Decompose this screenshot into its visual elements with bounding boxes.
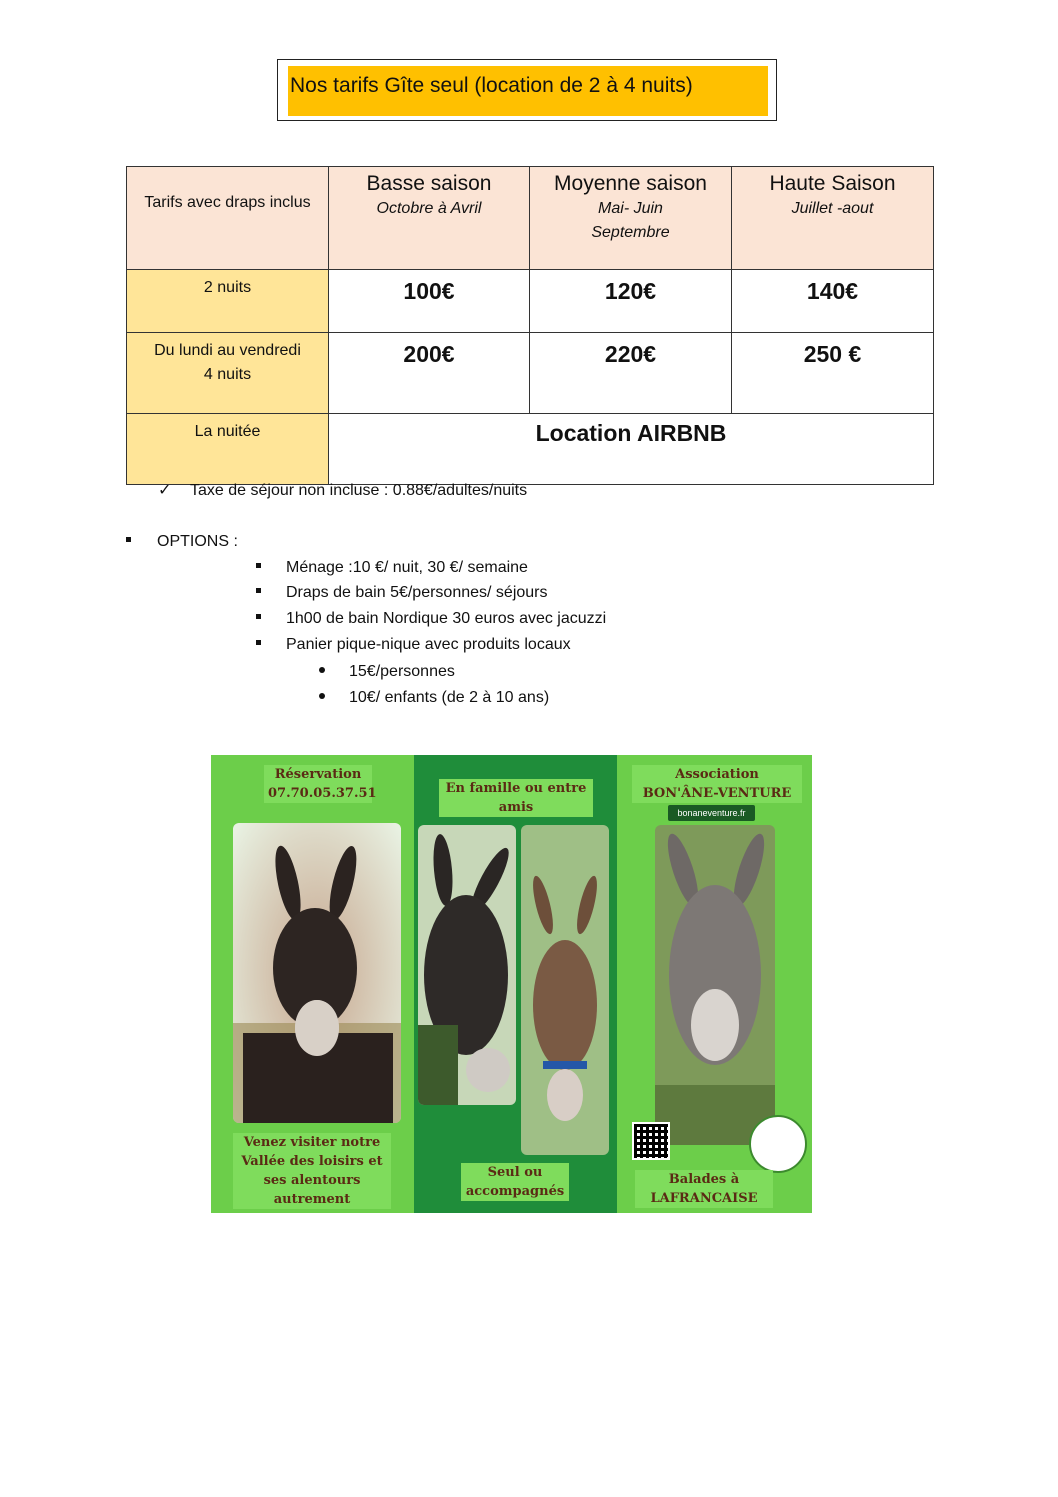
table-header-row [127,167,934,270]
balades-banner: Balades à LAFRANCAISE [635,1170,773,1208]
association-label: Association [675,767,759,782]
checkmark-icon: ✓ [158,482,172,499]
option-text: Ménage :10 €/ nuit, 30 €/ semaine [286,559,528,576]
square-bullet-icon [126,537,131,542]
tax-note-line [158,480,527,500]
list-item [256,584,548,602]
options-heading: OPTIONS : [157,533,238,550]
round-bullet-icon [319,693,325,699]
season-basse [329,167,530,270]
season-period: Octobre à Avril [376,200,482,217]
price-cell: 220€ [530,333,732,414]
season-name: Moyenne saison [554,172,707,195]
reservation-label: Réservation [274,767,362,782]
reservation-phone: 07.70.05.37.51 [268,786,377,801]
season-period: Juillet -aout [791,200,874,217]
flyer-image [211,755,812,1213]
row-label-line1: Du lundi au vendredi [154,342,301,359]
sub-option-text: 15€/personnes [349,663,455,680]
price-cell: 140€ [732,270,934,333]
tarifs-table [126,166,934,485]
price-cell: 250 € [732,333,934,414]
corner-label: Tarifs avec draps inclus [127,167,329,270]
season-name: Haute Saison [769,172,896,195]
table-row [127,333,934,414]
option-text: 1h00 de bain Nordique 30 euros avec jacuzzi [286,610,607,627]
season-period-2: Septembre [591,224,670,241]
donkey-photo-left [233,823,401,1123]
website-tag: bonaneventure.fr [668,805,755,821]
row-label: La nuitée [127,414,329,485]
square-bullet-icon [256,614,261,619]
list-item [256,559,528,577]
qr-code-icon [632,1122,670,1160]
seul-banner: Seul ou accompagnés [461,1163,569,1201]
price-cell: 120€ [530,270,732,333]
round-bullet-icon [319,667,325,673]
option-text: Panier pique-nique avec produits locaux [286,636,571,653]
reservation-banner [264,765,377,803]
association-name: BON'ÂNE-VENTURE [642,786,792,801]
title-highlight [288,66,768,116]
association-logo-icon [749,1115,807,1173]
season-haute [732,167,934,270]
options-heading-line [126,533,238,551]
row-label [127,333,329,414]
list-item [256,636,571,654]
list-item [256,610,606,628]
famille-banner: En famille ou entre amis [439,779,593,817]
option-text: Draps de bain 5€/personnes/ séjours [286,584,548,601]
venez-banner: Venez visiter notre Vallée des loisirs et ses alentours autrement [233,1133,391,1209]
association-banner [632,765,802,803]
donkey-photo-right [655,825,775,1145]
square-bullet-icon [256,563,261,568]
page-title: Nos tarifs Gîte seul (location de 2 à 4 nuits) [290,74,693,97]
tax-note: Taxe de séjour non incluse : 0.88€/adultes/nuits [190,482,528,499]
price-cell: 200€ [329,333,530,414]
list-item [319,663,455,681]
table-row [127,414,934,485]
row-label: 2 nuits [127,270,329,333]
season-moyenne [530,167,732,270]
square-bullet-icon [256,588,261,593]
airbnb-cell: Location AIRBNB [329,414,934,485]
row-label-line2: 4 nuits [203,366,252,383]
price-cell: 100€ [329,270,530,333]
list-item [319,689,549,707]
table-row [127,270,934,333]
season-period: Mai- Juin [598,200,663,217]
season-name: Basse saison [366,172,492,195]
donkey-photo-mid-2 [521,825,609,1155]
sub-option-text: 10€/ enfants (de 2 à 10 ans) [349,689,550,706]
square-bullet-icon [256,640,261,645]
donkey-photo-mid-1 [418,825,516,1105]
title-box [277,59,777,121]
